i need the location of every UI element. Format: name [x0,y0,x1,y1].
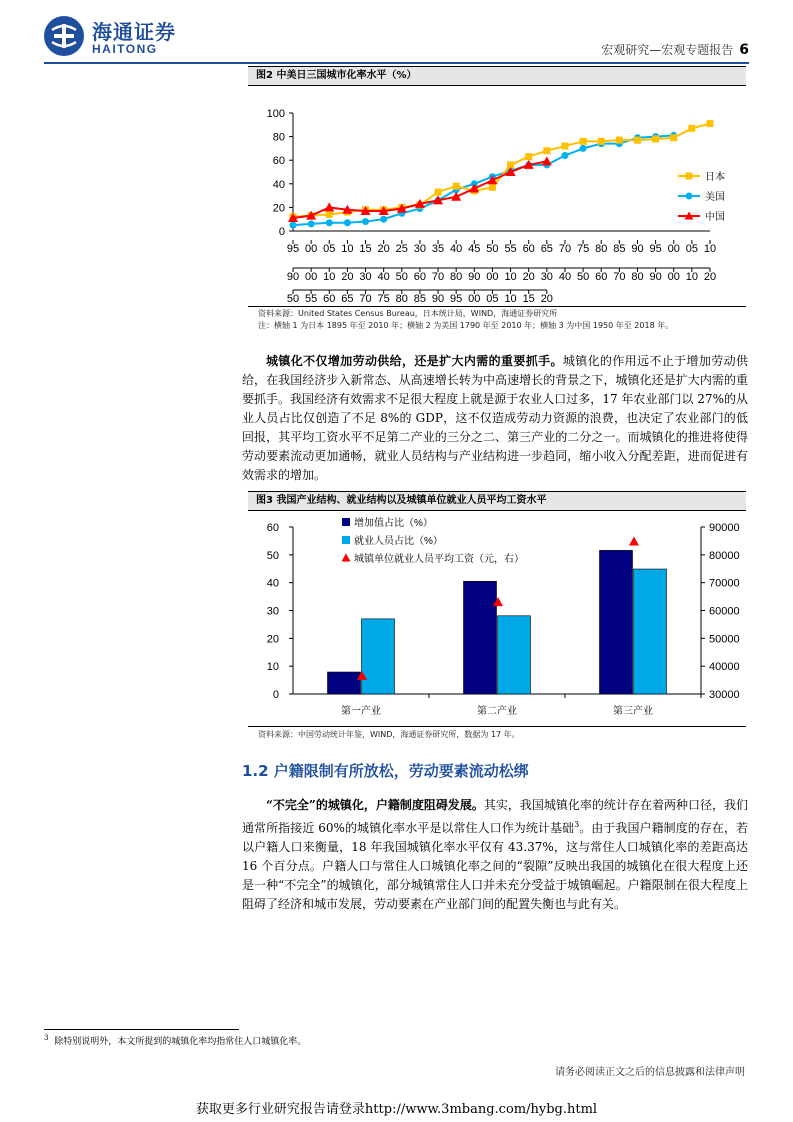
legend-label: 日本 [705,172,725,183]
x-tick-label: 20 [522,271,535,283]
footnote-text: 除特别说明外，本文所提到的城镇化率均指常住人口城镇化率。 [54,1037,307,1047]
legend-label: 城镇单位就业人员平均工资（元，右） [354,554,524,565]
x-tick-label: 95 [649,243,662,255]
x-tick-label: 05 [486,293,499,305]
data-point [688,125,695,132]
data-point [561,143,568,150]
legend-marker [686,173,693,180]
paragraph-body-b: 。由于我国户籍制度的存在，若以户籍人口来衡量，18 年我国城镇化率水平仅有 43.37%，这与常住人口城镇化率的差距高达 16 个百分点。户籍人口与常住人口城镇化率之间的“裂隙”反映出我国的城镇化在很大程度上还是一种“不完全”的城镇化，部分城镇常住人口并未充分受益于城镇崛起。户籍限制在很大程度上阻碍了经济和城市发展，劳动要素在产业部门间的配置失衡也与此有关。 [242,821,748,911]
data-point [435,189,442,196]
x-tick-label: 20 [377,243,390,255]
value-added-bar [328,672,361,694]
x-tick-label: 20 [540,293,553,305]
footnote-mark: 3 [44,1034,49,1042]
logo-english-name: HAITONG [92,42,158,56]
x-tick-label: 85 [413,293,427,305]
data-point [326,219,333,226]
x-tick-label: 50 [395,271,408,283]
x-tick-label: 60 [323,293,336,305]
x-tick-label: 10 [685,271,698,283]
figure2-note: 注：横轴 1 为日本 1895 年至 2010 年；横轴 2 为美国 1790 年至 2010 年；横轴 3 为中国 1950 年至 2018 年。 [258,321,674,330]
x-tick-label: 30 [540,271,553,283]
x-tick-label: 00 [667,271,680,283]
legend-label: 中国 [705,212,725,223]
y-tick-label: 40 [272,178,285,191]
x-tick-label: 30 [413,243,427,255]
category-label: 第三产业 [613,706,653,717]
data-point [707,120,714,127]
x-tick-label: 00 [305,271,318,283]
y2-tick-label: 40000 [709,661,740,674]
paragraph-lead: 城镇化不仅增加劳动供给，还是扩大内需的重要抓手。 [266,354,563,368]
x-tick-label: 70 [613,271,626,283]
legend-marker [342,554,351,562]
company-logo [44,16,194,62]
category-label: 第二产业 [477,706,517,717]
data-point [542,156,552,165]
data-point [362,218,369,225]
x-tick-label: 60 [522,243,535,255]
x-tick-label: 45 [468,243,481,255]
x-tick-label: 65 [341,293,354,305]
x-tick-label: 50 [486,243,499,255]
data-point [326,211,333,218]
x-tick-label: 50 [576,271,590,283]
legal-disclaimer[interactable]: 请务必阅读正文之后的信息披露和法律声明 [555,1067,745,1078]
paragraph-body-a: 其实，我国城镇化率的统计存在着两种口径，我们通常所指接近 60%的城镇化率水平是以常住人口作为统计基础 [242,798,748,835]
footnote [44,1034,306,1047]
logo-chinese-name: 海通证券 [92,20,176,44]
legend-marker [686,193,693,200]
y-tick-label: 50 [266,549,279,562]
figure2-bottom-rule [248,306,746,307]
legend-label: 增加值占比（%） [354,518,433,529]
x-tick-label: 00 [468,293,481,305]
category-label: 第一产业 [341,706,381,717]
wage-marker [629,536,639,545]
legend-label: 美国 [705,192,725,203]
y-tick-label: 40 [266,577,279,590]
x-tick-label: 75 [377,293,390,305]
legend-label: 就业人员占比（%） [354,536,443,547]
data-point [308,220,315,227]
data-point [489,184,496,191]
data-point [543,147,550,154]
y-tick-label: 80 [272,131,285,144]
y2-tick-label: 30000 [709,689,740,701]
data-point [561,152,568,159]
x-tick-label: 60 [595,271,608,283]
data-point [580,138,587,145]
y-tick-label: 30 [266,605,279,618]
x-tick-label: 90 [649,271,662,283]
x-tick-label: 25 [395,243,408,255]
y-tick-label: 0 [278,226,285,238]
x-tick-label: 95 [286,243,300,255]
data-point [290,222,297,229]
value-added-bar [600,550,633,694]
y2-tick-label: 90000 [709,522,740,534]
employment-bar [362,619,395,694]
header-divider [44,62,749,64]
figure2-source: 资料来源：United States Census Bureau，日本统计局，WIND，海通证券研究所 [258,309,558,318]
y2-tick-label: 50000 [709,633,740,646]
data-point [525,153,532,160]
employment-bar [498,616,531,694]
x-tick-label: 90 [431,293,445,305]
x-tick-label: 80 [395,293,408,305]
footnote-ref[interactable]: 3 [574,820,580,829]
data-point [380,216,387,223]
industry-structure-bar-chart [248,512,746,726]
x-tick-label: 40 [450,243,463,255]
employment-bar [634,569,667,694]
x-tick-label: 40 [377,271,390,283]
x-tick-label: 90 [468,271,481,283]
x-tick-label: 40 [558,271,572,283]
legend-swatch [342,518,350,526]
y-tick-label: 20 [266,633,279,646]
legend-swatch [342,536,350,544]
x-tick-label: 15 [359,243,372,255]
urbanization-line-chart [248,88,746,306]
data-point [598,138,605,145]
x-tick-label: 10 [323,271,336,283]
x-tick-label: 90 [286,271,300,283]
report-type: 宏观研究—宏观专题报告 [601,43,734,57]
x-tick-label: 10 [341,243,354,255]
y2-tick-label: 70000 [709,577,740,590]
x-tick-label: 55 [504,243,517,255]
x-tick-label: 70 [359,293,372,305]
data-point [634,137,641,144]
data-point [580,145,587,152]
paragraph-body: 城镇化的作用远不止于增加劳动供给，在我国经济步入新常态、从高速增长转为中高速增长的背景之下，城镇化还是扩大内需的重要抓手。我国经济有效需求不足很大程度上就是源于农业人口过多，17 年农业部门以 27%的从业人员占比仅创造了不足 8%的 GDP，这不仅造成劳动力资源的浪费，也决定了农业部门的低回报，其平均工资水平不足第二产业的三分之二、第三产业的二分之一。而城镇化的推进将使得劳动要素流动更加通畅，就业人员结构与产业结构进一步趋同，缩小收入分配差距，进而促进有效需求的增加。 [242,354,748,482]
figure3-title: 图3 我国产业结构、就业结构以及城镇单位就业人员平均工资水平 [248,491,746,511]
x-tick-label: 00 [486,271,499,283]
x-tick-label: 30 [359,271,372,283]
y-tick-label: 0 [272,689,279,701]
x-tick-label: 10 [504,293,517,305]
x-tick-label: 65 [540,243,553,255]
report-header-info [601,41,749,58]
x-tick-label: 80 [631,271,644,283]
x-tick-label: 20 [341,271,354,283]
data-point [616,137,623,144]
figure2-title: 图2 中美日三国城市化率水平（%） [248,66,746,86]
x-tick-label: 70 [558,243,572,255]
x-tick-label: 05 [685,243,698,255]
x-tick-label: 10 [504,271,517,283]
y-tick-label: 20 [272,202,285,215]
y-tick-label: 10 [266,661,279,674]
section-title: 1.2 户籍限制有所放松，劳动要素流动松绑 [242,762,529,780]
y2-tick-label: 60000 [709,605,740,618]
x-tick-label: 95 [450,293,463,305]
paragraph-lead: “不完全”的城镇化，户籍制度阻碍发展。 [266,798,484,812]
y-tick-label: 60 [266,522,279,534]
paragraph-urbanization-demand [242,352,748,485]
y-tick-label: 100 [266,108,285,120]
paragraph-hukou [242,796,748,914]
x-tick-label: 50 [286,293,300,305]
x-tick-label: 90 [631,243,644,255]
figure3-source: 资料来源：中国劳动统计年鉴，WIND，海通证券研究所，数据为 17 年。 [258,730,520,739]
download-link-banner[interactable]: 获取更多行业研究报告请登录http://www.3mbang.com/hybg.html [195,1102,598,1117]
footnote-divider [44,1029,239,1030]
x-tick-label: 75 [576,243,590,255]
data-point [344,219,351,226]
x-tick-label: 80 [450,271,463,283]
x-tick-label: 15 [522,293,535,305]
x-tick-label: 80 [595,243,608,255]
x-tick-label: 70 [431,271,445,283]
x-tick-label: 00 [667,243,680,255]
y2-tick-label: 80000 [709,549,740,562]
figure3-bottom-rule [248,726,746,727]
data-point [453,183,460,190]
x-tick-label: 35 [431,243,445,255]
x-tick-label: 20 [703,271,717,283]
logo-emblem-icon [44,16,84,56]
x-tick-label: 00 [305,243,318,255]
x-tick-label: 85 [613,243,626,255]
page-number: 6 [739,42,749,58]
data-point [652,135,659,142]
y-tick-label: 60 [272,155,285,168]
x-tick-label: 05 [323,243,336,255]
value-added-bar [464,581,497,694]
x-tick-label: 10 [703,243,717,255]
data-point [670,134,677,141]
x-tick-label: 60 [413,271,427,283]
x-tick-label: 55 [305,293,318,305]
